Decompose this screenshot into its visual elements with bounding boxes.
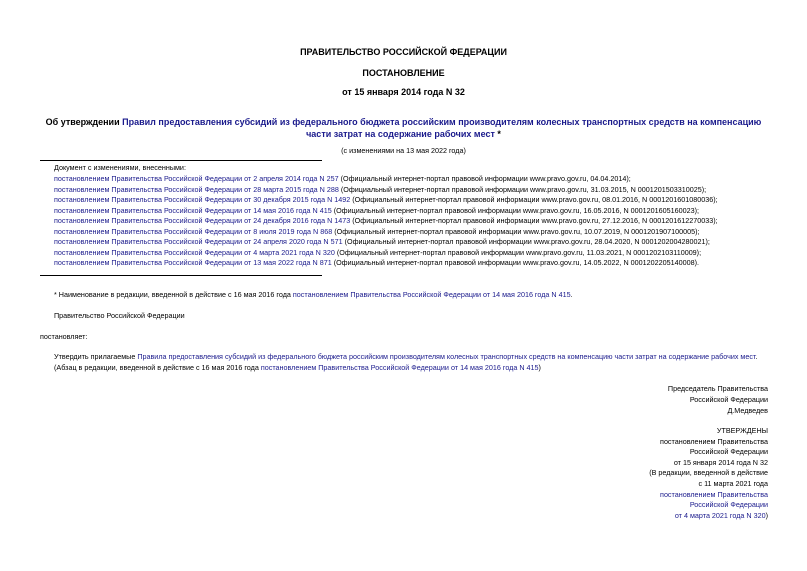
- change-item-source: (Официальный интернет-портал правовой информации www.pravo.gov.ru, 11.03.2021, N 0001202103110009);: [334, 247, 702, 257]
- government-heading: ПРАВИТЕЛЬСТВО РОССИЙСКОЙ ФЕДЕРАЦИИ: [300, 47, 507, 57]
- approve-paragraph: [54, 352, 757, 363]
- decides: постановляет:: [40, 332, 88, 341]
- title-suffix: *: [494, 129, 501, 139]
- footnote-end: .: [570, 290, 573, 299]
- approved-link3[interactable]: от 4 марта 2021 года N 320: [674, 510, 766, 520]
- approved-link2[interactable]: Российской Федерации: [689, 500, 768, 510]
- paragraph-note-link[interactable]: постановлением Правительства Российской Федерации от 14 мая 2016 года N 415: [260, 363, 539, 372]
- divider-bottom: [40, 275, 322, 276]
- signature-block: [668, 383, 768, 416]
- change-item: [54, 258, 718, 269]
- changes-list: [54, 174, 718, 269]
- approved-end: ): [765, 510, 768, 520]
- change-item-link[interactable]: постановлением Правительства Российской Федерации от 24 декабря 2016 года N 1473: [54, 216, 351, 225]
- approve-link[interactable]: Правила предоставления субсидий из федерального бюджета российским производителям колесных транспортных средств на компенсацию части затрат на содержание рабочих мест: [137, 352, 756, 361]
- approved-line1: постановлением Правительства: [660, 436, 768, 446]
- footnote-text: * Наименование в редакции, введенной в действие с 16 мая 2016 года: [54, 290, 293, 299]
- change-item-source: (Официальный интернет-портал правовой информации www.pravo.gov.ru, 16.05.2016, N 0001201605160023);: [331, 205, 699, 215]
- document-title: [0, 116, 807, 140]
- change-item: [54, 216, 718, 227]
- document-date: от 15 января 2014 года N 32: [342, 87, 465, 97]
- approved-line4: (В редакции, введенной в действие: [649, 468, 768, 478]
- approved-title: УТВЕРЖДЕНЫ: [716, 426, 768, 435]
- paragraph-note-prefix: (Абзац в редакции, введенной в действие с 16 мая 2016 года: [54, 363, 261, 372]
- change-item-link[interactable]: постановлением Правительства Российской Федерации от 14 мая 2016 года N 415: [54, 205, 332, 215]
- title-prefix: Об утверждении: [45, 117, 123, 127]
- footnote: [54, 290, 573, 301]
- approved-line5: с 11 марта 2021 года: [698, 478, 768, 488]
- change-item: [54, 248, 718, 259]
- change-item: [54, 195, 718, 206]
- change-item-source: (Официальный интернет-портал правовой информации www.pravo.gov.ru, 04.04.2014);: [338, 174, 631, 183]
- approved-link1[interactable]: постановлением Правительства: [660, 489, 768, 499]
- signature-line1: Председатель Правительства: [667, 384, 768, 393]
- change-item: [54, 237, 718, 248]
- change-item-source: (Официальный интернет-портал правовой информации www.pravo.gov.ru, 08.01.2016, N 0001201601080036);: [350, 195, 718, 204]
- footnote-link[interactable]: постановлением Правительства Российской Федерации от 14 мая 2016 года N 415: [292, 290, 571, 299]
- signature-line2: Российской Федерации: [689, 395, 768, 404]
- change-item-source: (Официальный интернет-портал правовой информации www.pravo.gov.ru, 14.05.2022, N 0001202205140008).: [331, 258, 699, 267]
- changes-intro: Документ с изменениями, внесенными:: [54, 163, 186, 172]
- change-item-source: (Официальный интернет-портал правовой информации www.pravo.gov.ru, 10.07.2019, N 0001201907100005);: [332, 226, 700, 236]
- approved-line3: от 15 января 2014 года N 32: [673, 457, 768, 467]
- change-item-source: (Официальный интернет-портал правовой информации www.pravo.gov.ru, 31.03.2015, N 0001201503310025);: [338, 184, 707, 194]
- paragraph-note-suffix: ): [538, 363, 541, 372]
- paragraph-note: [54, 363, 541, 374]
- signature-name: Д.Медведев: [727, 406, 768, 415]
- change-item-link[interactable]: постановлением Правительства Российской Федерации от 4 марта 2021 года N 320: [54, 247, 335, 257]
- change-item-link[interactable]: постановлением Правительства Российской Федерации от 28 марта 2015 года N 288: [54, 184, 339, 194]
- change-item: [54, 185, 718, 196]
- change-item-link[interactable]: постановлением Правительства Российской Федерации от 2 апреля 2014 года N 257: [54, 174, 339, 183]
- change-item-link[interactable]: постановлением Правительства Российской Федерации от 8 июля 2019 года N 868: [54, 226, 333, 236]
- change-item-source: (Официальный интернет-портал правовой информации www.pravo.gov.ru, 28.04.2020, N 0001202004280021);: [342, 237, 710, 246]
- change-item-link[interactable]: постановлением Правительства Российской Федерации от 30 декабря 2015 года N 1492: [54, 195, 351, 204]
- change-item-link[interactable]: постановлением Правительства Российской Федерации от 24 апреля 2020 года N 571: [54, 237, 343, 246]
- divider-top: [40, 160, 322, 161]
- change-item: [54, 206, 718, 217]
- change-item-link[interactable]: постановлением Правительства Российской Федерации от 13 мая 2022 года N 871: [54, 258, 332, 267]
- title-link-cont[interactable]: части затрат на содержание рабочих мест: [306, 129, 495, 139]
- approve-prefix: Утвердить прилагаемые: [54, 352, 138, 361]
- approve-suffix: .: [755, 352, 758, 361]
- change-item: [54, 227, 718, 238]
- document-type: ПОСТАНОВЛЕНИЕ: [362, 68, 445, 78]
- issuer: Правительство Российской Федерации: [54, 311, 185, 320]
- change-item: [54, 174, 718, 185]
- approved-line2: Российской Федерации: [689, 447, 768, 457]
- change-item-source: (Официальный интернет-портал правовой информации www.pravo.gov.ru, 27.12.2016, N 0001201612270033);: [350, 216, 718, 225]
- edition-note: (с изменениями на 13 мая 2022 года): [341, 146, 466, 155]
- title-link[interactable]: Правил предоставления субсидий из федерального бюджета российским производителям колесных транспортных средств на компенсацию: [122, 117, 762, 127]
- approved-link3-row: [649, 511, 768, 522]
- approved-block: [649, 426, 768, 521]
